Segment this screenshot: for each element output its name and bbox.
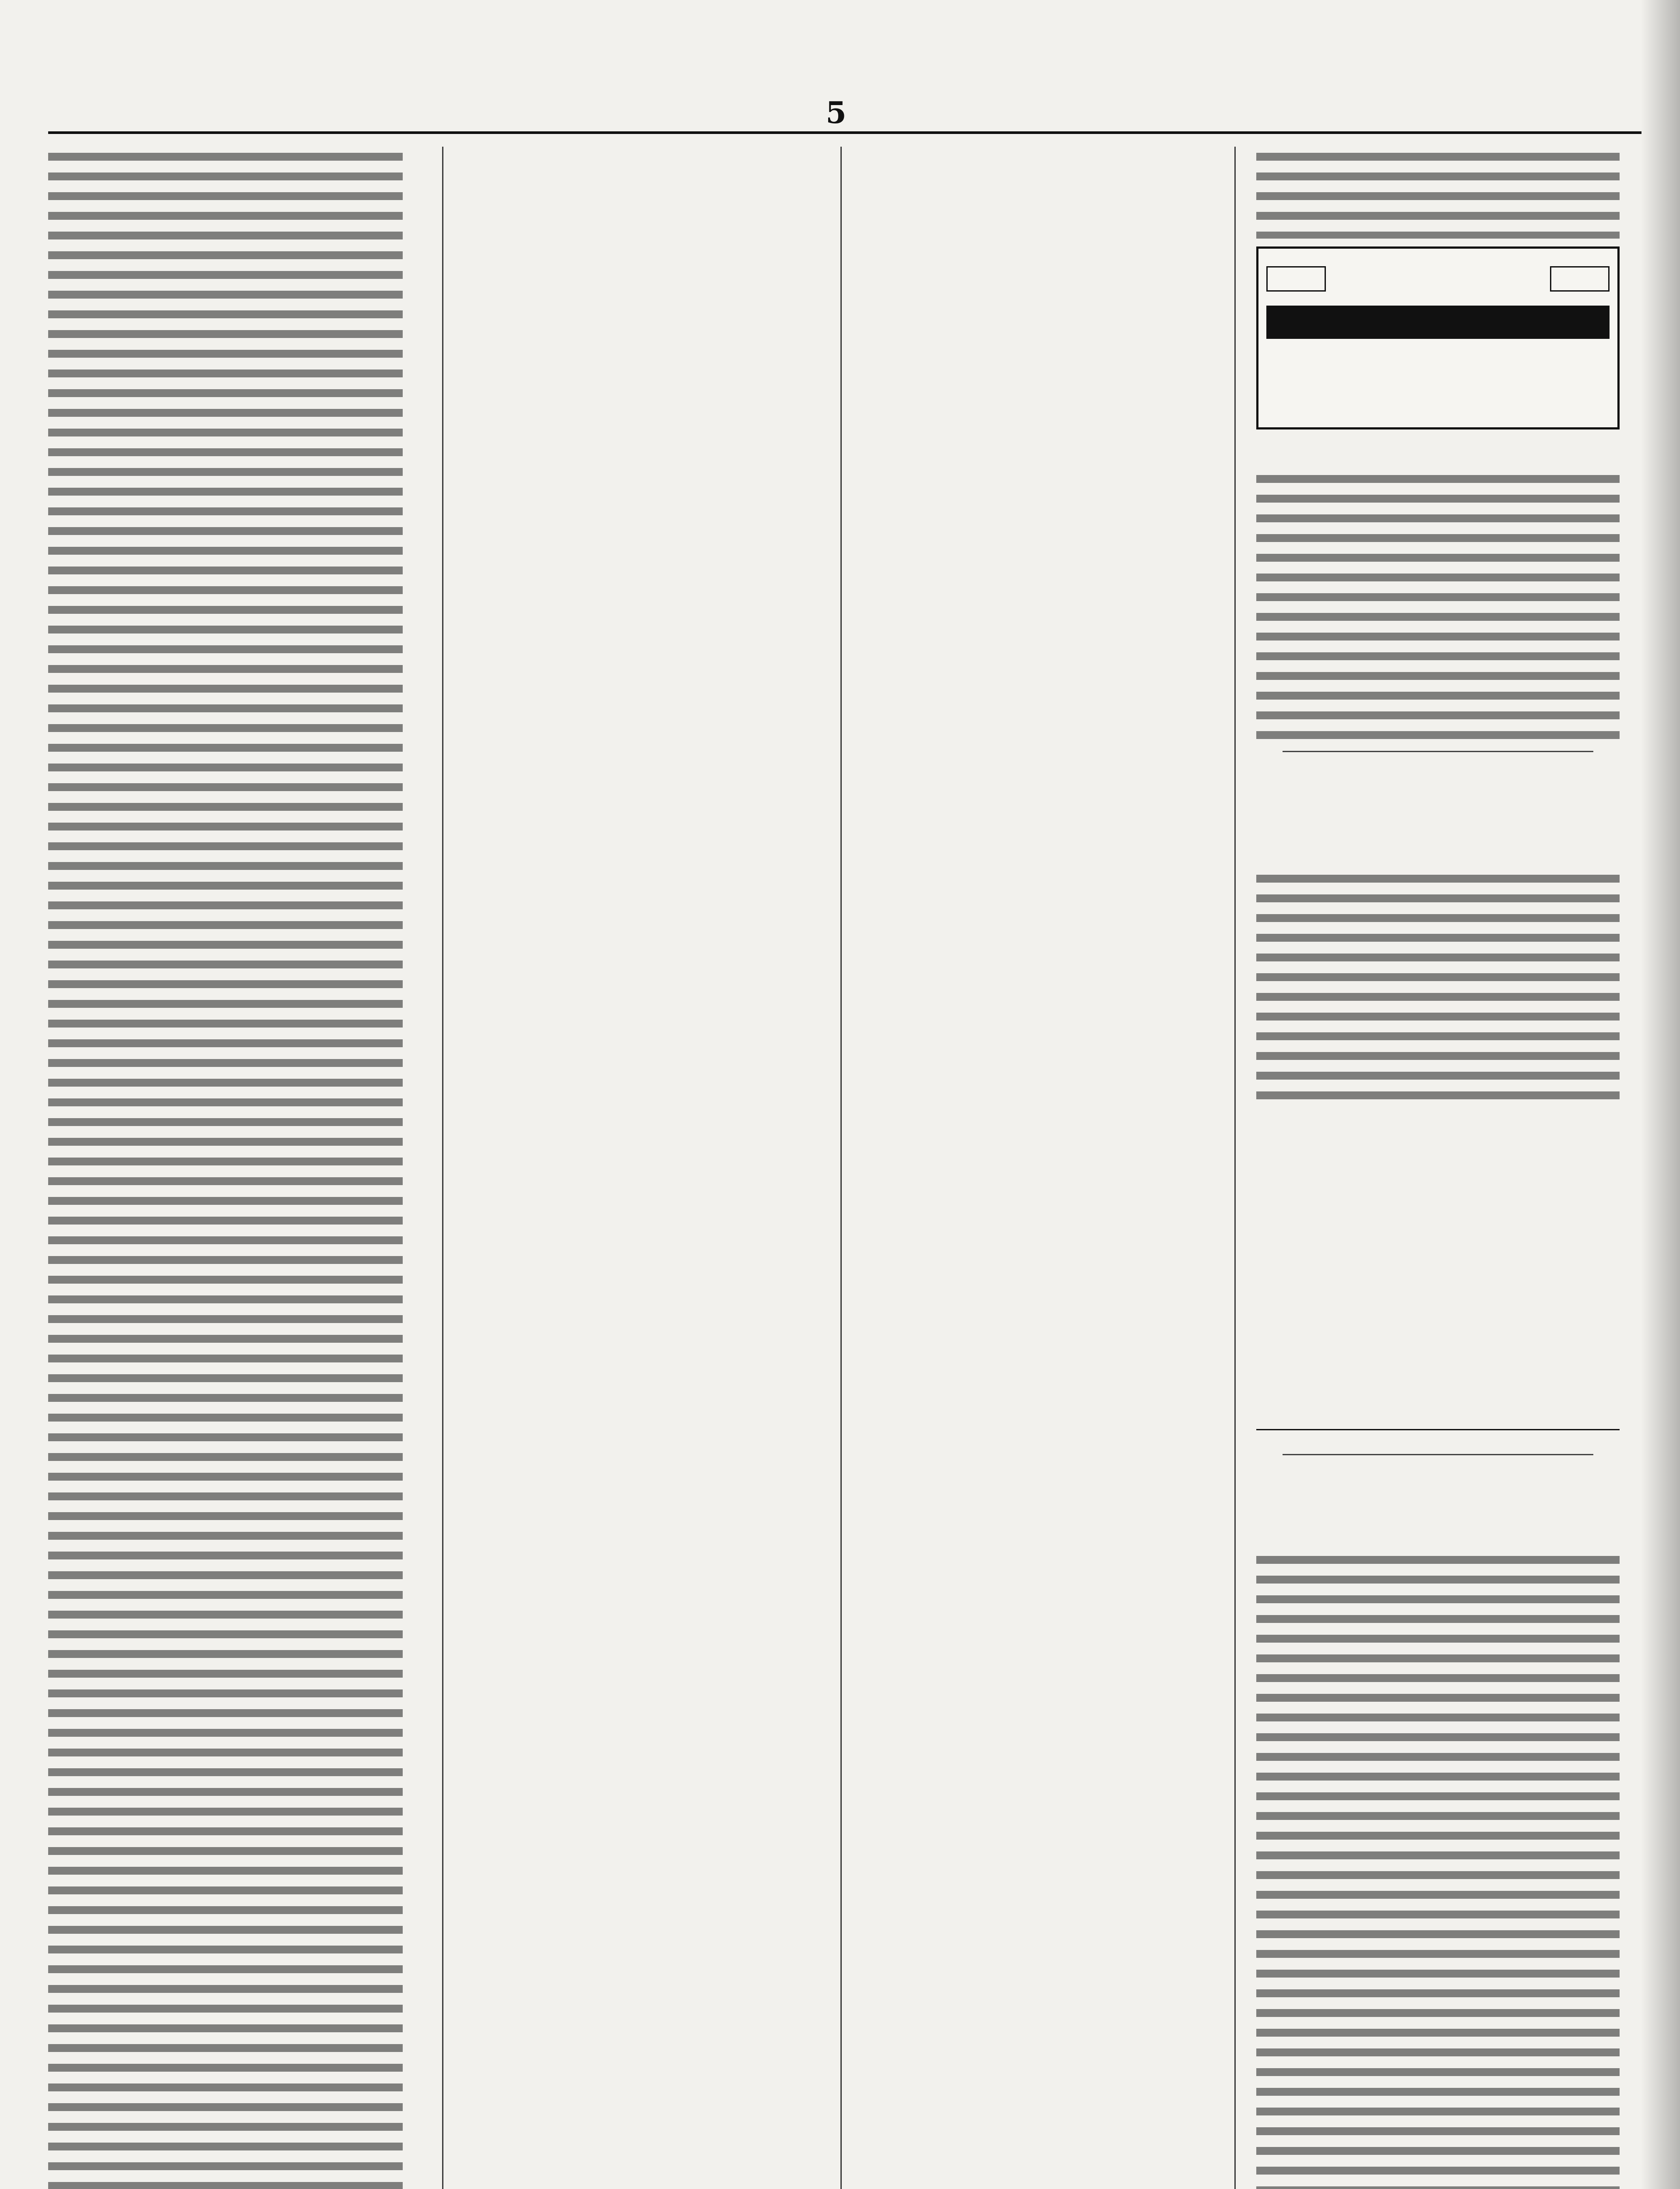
ledger-label xyxy=(1256,1271,1550,1289)
warning-line xyxy=(1256,705,1620,725)
article-paragraph xyxy=(48,1364,403,1539)
ledger-row xyxy=(1256,1219,1620,1236)
ledger-amount xyxy=(1550,1394,1620,1411)
article-paragraph xyxy=(48,1635,403,1731)
ledger-label xyxy=(1256,1394,1550,1411)
ledger-label xyxy=(1256,1219,1550,1236)
court-article-text xyxy=(1256,1550,1620,2189)
ledger-amount xyxy=(1550,1201,1620,1219)
ledger-row xyxy=(1256,1201,1620,1219)
ledger-label xyxy=(1256,1131,1550,1149)
warning-line xyxy=(1256,548,1620,567)
newspaper-page xyxy=(48,83,1641,2189)
warning-line xyxy=(1256,587,1620,607)
ledger-row xyxy=(1256,1394,1620,1411)
ledger-total xyxy=(1550,1430,1620,1448)
ledger-total-label xyxy=(1256,1430,1550,1448)
article-paragraph xyxy=(48,965,403,1359)
article-paragraph xyxy=(48,147,403,392)
column-divider xyxy=(840,147,842,2189)
section-divider xyxy=(1283,751,1593,752)
warning-line xyxy=(1256,666,1620,686)
ledger-total-row xyxy=(1256,1430,1620,1448)
ledger-amount xyxy=(1550,1341,1620,1359)
warning-notice xyxy=(1256,469,1620,745)
article-paragraph xyxy=(1256,869,1620,888)
ledger-row xyxy=(1256,1131,1620,1149)
ledger-amount xyxy=(1550,1254,1620,1271)
warning-line xyxy=(1256,528,1620,548)
auslands-title xyxy=(1256,762,1620,835)
hotel-restaurant xyxy=(1266,378,1610,401)
column-1 xyxy=(48,147,403,2189)
hotel-brand xyxy=(1350,255,1525,303)
page-edge-shadow xyxy=(1641,0,1680,2189)
header-rule xyxy=(48,131,1641,134)
ledger-row xyxy=(1256,1236,1620,1254)
column-divider xyxy=(442,147,443,2189)
auslands-subtitle xyxy=(1256,840,1620,862)
ledger-row xyxy=(1256,1341,1620,1359)
ledger-amount xyxy=(1550,1166,1620,1184)
ledger-amount xyxy=(1550,1184,1620,1201)
ledger-label xyxy=(1256,1166,1550,1184)
ledger-label xyxy=(1256,1149,1550,1166)
ledger-amount xyxy=(1550,1411,1620,1430)
ledger-row xyxy=(1256,1271,1620,1289)
ledger-label xyxy=(1256,1341,1550,1359)
warning-line xyxy=(1256,686,1620,705)
ledger-amount xyxy=(1550,1306,1620,1324)
article-paragraph xyxy=(1256,1550,1620,1570)
hotel-detail-line xyxy=(1266,341,1610,358)
article-paragraph xyxy=(48,703,403,961)
ledger-amount xyxy=(1550,1289,1620,1306)
hotel-name xyxy=(1266,306,1610,339)
ledger-label xyxy=(1256,1254,1550,1271)
section-divider xyxy=(1283,1454,1593,1455)
column-divider xyxy=(1234,147,1236,2189)
warning-title xyxy=(1256,438,1620,465)
ledger-row xyxy=(1256,1324,1620,1341)
westend-right-label xyxy=(1550,266,1610,292)
warning-line xyxy=(1256,607,1620,626)
article-paragraph xyxy=(48,1543,403,1631)
doctor-ad xyxy=(1256,147,1620,239)
ledger-amount xyxy=(1550,1219,1620,1236)
ledger-label xyxy=(1256,1411,1550,1430)
ledger-row xyxy=(1256,1166,1620,1184)
article-paragraph xyxy=(48,1736,403,2051)
ledger-amount xyxy=(1550,1376,1620,1394)
doctor-ad-line xyxy=(1256,171,1620,190)
auslands-text xyxy=(1256,869,1620,1105)
ledger-label xyxy=(1256,1359,1550,1376)
ledger-row xyxy=(1256,1254,1620,1271)
ledger-row xyxy=(1256,1359,1620,1376)
doctor-ad-line xyxy=(1256,147,1620,166)
ledger-row xyxy=(1256,1149,1620,1166)
warning-line xyxy=(1256,725,1620,745)
ledger-row xyxy=(1256,1184,1620,1201)
article-paragraph xyxy=(48,396,403,536)
warning-line xyxy=(1256,489,1620,508)
page-header xyxy=(48,83,1641,130)
ledger-label xyxy=(1256,1324,1550,1341)
article-paragraph xyxy=(48,541,403,698)
page-number: 5 xyxy=(826,95,847,130)
article-paragraph xyxy=(1256,1598,1620,1618)
ledger-amount xyxy=(1550,1236,1620,1254)
ledger-label xyxy=(1256,1306,1550,1324)
warning-line xyxy=(1256,626,1620,646)
doctor-ad-line xyxy=(1256,219,1620,239)
westend-left-label xyxy=(1266,266,1326,292)
ledger-label xyxy=(1256,1201,1550,1219)
hotel-detail-line xyxy=(1266,358,1610,375)
ledger-label xyxy=(1256,1376,1550,1394)
court-section-title xyxy=(1256,1468,1620,1517)
article-paragraph xyxy=(48,2055,403,2189)
ledger-amount xyxy=(1550,1271,1620,1289)
ledger-label xyxy=(1256,1184,1550,1201)
ledger-title xyxy=(1256,1109,1620,1127)
column-4 xyxy=(1256,147,1620,2189)
ledger-row xyxy=(1256,1289,1620,1306)
doctor-ad-line xyxy=(1256,195,1620,215)
ledger-label xyxy=(1256,1289,1550,1306)
ledger-row xyxy=(1256,1376,1620,1394)
warning-line xyxy=(1256,508,1620,528)
article-paragraph xyxy=(1256,1574,1620,1594)
court-article-subtitle xyxy=(1256,1521,1620,1544)
ledger-row xyxy=(1256,1306,1620,1324)
warning-line xyxy=(1256,469,1620,489)
ledger-amount xyxy=(1550,1149,1620,1166)
ledger-amount xyxy=(1550,1359,1620,1376)
ledger-amount xyxy=(1550,1324,1620,1341)
ledger-label xyxy=(1256,1236,1550,1254)
donation-ledger xyxy=(1256,1131,1620,1448)
hotel-advertisement xyxy=(1256,246,1620,429)
ledger-row xyxy=(1256,1411,1620,1430)
ledger-amount xyxy=(1550,1131,1620,1149)
warning-line xyxy=(1256,646,1620,666)
warning-line xyxy=(1256,567,1620,587)
